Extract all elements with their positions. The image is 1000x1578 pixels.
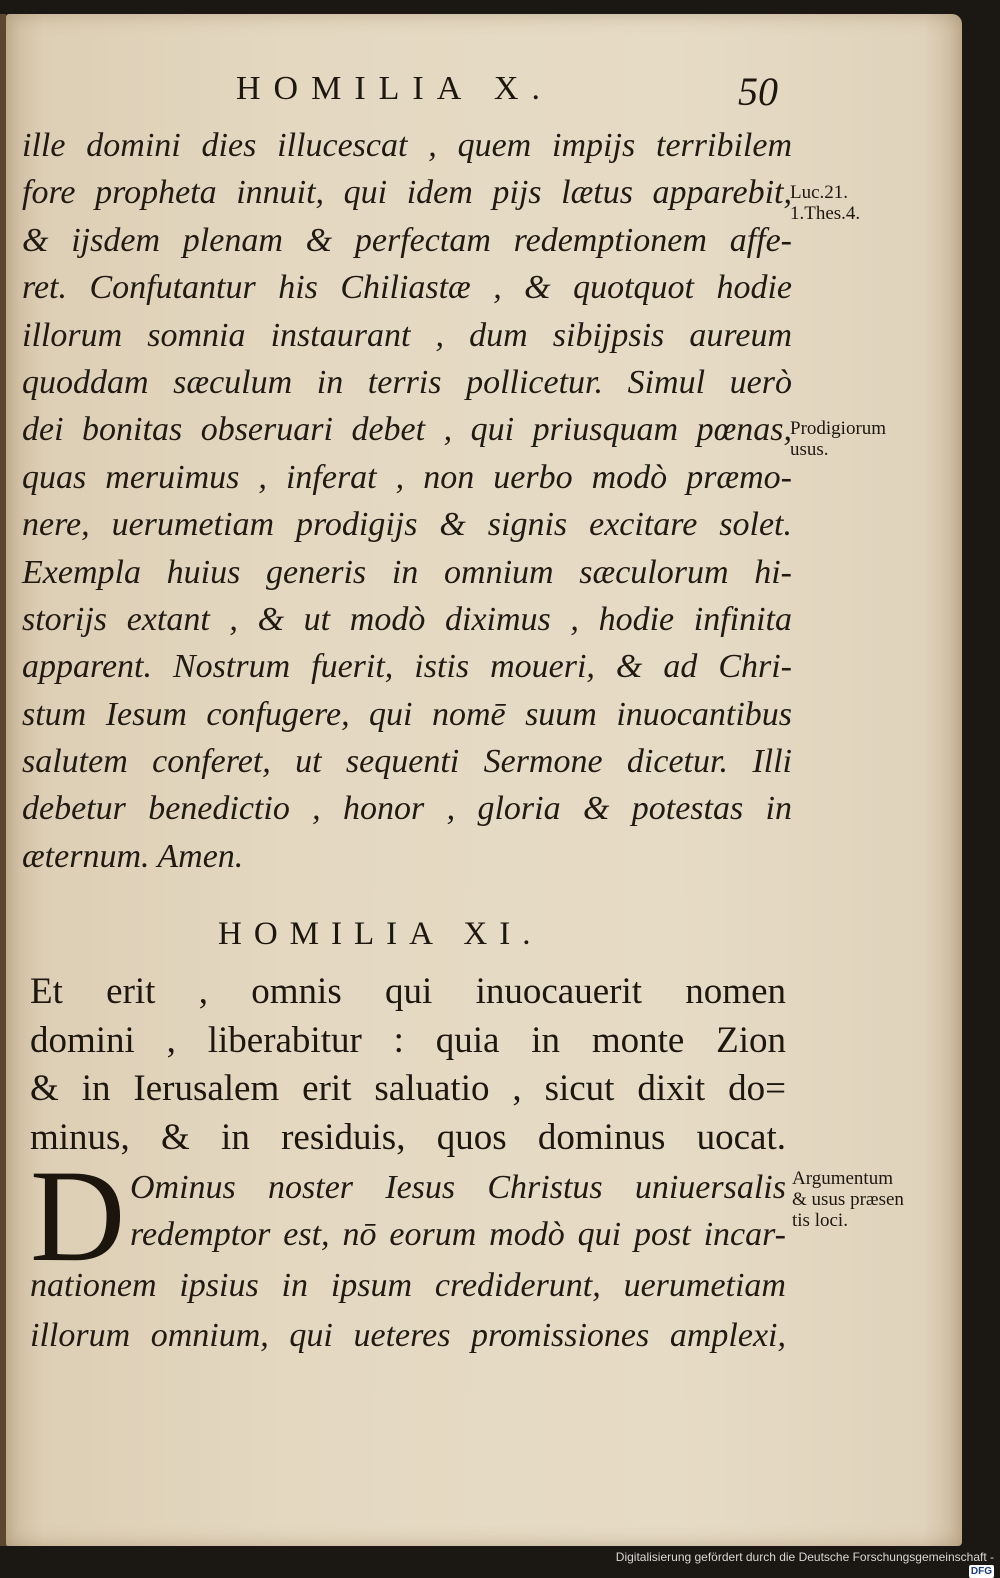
page-header	[0, 68, 1000, 118]
sermon-line: illorum omnium, qui ueteres promissiones amplexi,	[30, 1317, 786, 1354]
verse-line: Et erit , omnis qui inuocauerit nomen	[30, 971, 786, 1012]
body-text	[22, 122, 792, 880]
sermon-line: Ominus noster Iesus Christus uniuersalis	[130, 1169, 786, 1206]
margin-note-line: Prodigiorum	[790, 418, 887, 439]
margin-note-line: & usus præsen	[792, 1189, 904, 1210]
margin-note-line: Argumentum	[792, 1168, 893, 1189]
margin-note-line: usus.	[790, 439, 829, 460]
drop-cap: D	[30, 1142, 126, 1289]
text-line: quoddam sæculum in terris pollicetur. Simul uerò	[22, 363, 792, 401]
digitization-credit	[604, 1550, 1000, 1578]
text-line: stum Iesum confugere, qui nomē suum inuocantibus	[22, 695, 792, 733]
page-number: 50	[738, 69, 778, 114]
margin-note-reference	[790, 182, 860, 224]
text-line: dei bonitas obseruari debet , qui priusquam pœnas,	[22, 411, 792, 449]
sermon-line: nationem ipsius in ipsum crediderunt, uerumetiam	[30, 1267, 786, 1304]
section-heading: HOMILIA XI.	[218, 916, 543, 952]
text-line: Exempla huius generis in omnium sæculorum hi-	[22, 553, 792, 591]
text-line: ret. Confutantur his Chiliastæ , & quotquot hodie	[22, 269, 792, 307]
margin-note-line: tis loci.	[792, 1210, 848, 1231]
margin-note-line: Luc.21.	[790, 182, 849, 203]
text-line: quas meruimus , inferat , non uerbo modò præmo-	[22, 458, 792, 496]
text-line: nere, uerumetiam prodigijs & signis excitare solet.	[22, 506, 792, 544]
text-line: storijs extant , & ut modò diximus , hodie infinita	[22, 600, 792, 638]
text-line: debetur benedictio , honor , gloria & potestas in	[22, 790, 792, 828]
margin-note-line: 1.Thes.4.	[790, 203, 861, 224]
running-title: HOMILIA X.	[236, 70, 553, 107]
text-line: ille domini dies illucescat , quem impijs terribilem	[22, 127, 792, 164]
text-line: & ijsdem plenam & perfectam redemptionem affe-	[22, 221, 792, 259]
credit-text: Digitalisierung gefördert durch die Deutsche Forschungsgemeinschaft -	[615, 1550, 994, 1564]
verse-line: & in Ierusalem erit saluatio , sicut dixit do=	[30, 1068, 786, 1109]
margin-note-prodigiorum	[790, 418, 886, 460]
text-line: salutem conferet, ut sequenti Sermone dicetur. Illi	[22, 743, 792, 781]
text-line: æternum. Amen.	[22, 837, 244, 875]
sermon-line: redemptor est, nō eorum modò qui post incar-	[130, 1216, 786, 1253]
text-line: illorum somnia instaurant , dum sibijpsis aureum	[22, 316, 792, 354]
text-line: apparent. Nostrum fuerit, istis moueri, & ad Chri-	[22, 648, 792, 686]
dfg-logo: DFG	[970, 1566, 992, 1578]
verse-line: domini , liberabitur : quia in monte Zion	[30, 1019, 786, 1061]
verse-line: minus, & in residuis, quos dominus uocat.	[30, 1116, 786, 1158]
scripture-verse	[30, 968, 786, 1162]
text-line: fore propheta innuit, qui idem pijs lætus apparebit,	[22, 174, 792, 212]
margin-note-argumentum	[792, 1168, 904, 1231]
sermon-opening	[30, 1142, 786, 1364]
